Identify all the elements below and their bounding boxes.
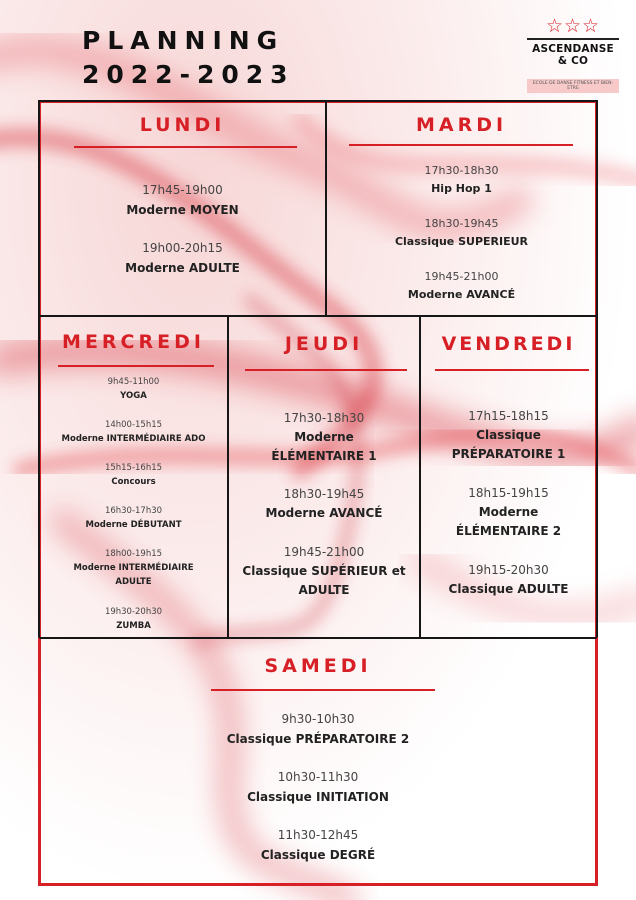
day-box-vendredi xyxy=(419,315,598,639)
class-slot xyxy=(40,767,596,807)
slot-time: 9h30-10h30 xyxy=(281,712,355,726)
slot-time: 19h15-20h30 xyxy=(468,563,549,577)
slot-course: Moderne xyxy=(294,430,354,444)
slot-time: 19h00-20h15 xyxy=(142,241,223,255)
slot-time: 18h30-19h45 xyxy=(283,487,365,501)
slot-course: Classique DEGRÉ xyxy=(260,848,376,862)
title-line-season: 2022-2023 xyxy=(82,60,295,89)
slot-time: 14h00-15h15 xyxy=(104,420,163,430)
day-box-lundi xyxy=(38,100,327,317)
slot-course: Moderne MOYEN xyxy=(126,203,239,217)
class-slot xyxy=(40,461,227,489)
class-slot xyxy=(327,215,596,251)
class-slot xyxy=(421,484,596,541)
slot-time: 19h30-20h30 xyxy=(104,607,163,617)
day-title-vendredi: VENDREDI xyxy=(441,333,576,355)
day-box-mardi xyxy=(325,100,598,317)
slot-course: Concours xyxy=(111,477,156,487)
slot-time: 17h15-18h15 xyxy=(468,409,549,423)
slot-time: 15h15-16h15 xyxy=(104,463,163,473)
slot-time: 17h30-18h30 xyxy=(424,164,499,177)
slot-course: Classique xyxy=(476,428,541,442)
slot-course: Moderne INTERMÉDIAIRE xyxy=(73,563,194,573)
slot-time: 17h45-19h00 xyxy=(142,183,223,197)
class-slot xyxy=(229,543,419,600)
slot-time: 11h30-12h45 xyxy=(277,828,359,842)
slot-course: ADULTE xyxy=(298,583,350,597)
slot-course: Hip Hop 1 xyxy=(431,182,492,195)
day-underline xyxy=(58,365,214,367)
slot-time: 18h15-19h15 xyxy=(468,486,549,500)
slot-course: Moderne AVANCÉ xyxy=(265,506,383,520)
slot-time: 10h30-11h30 xyxy=(277,770,359,784)
slot-course: Moderne DÉBUTANT xyxy=(85,520,182,530)
page-title xyxy=(82,24,295,92)
slot-course: ZUMBA xyxy=(116,621,151,631)
slot-course: YOGA xyxy=(120,391,147,401)
slot-time: 19h45-21h00 xyxy=(283,545,365,559)
school-logo xyxy=(527,16,619,93)
logo-tagline: ECOLE DE DANSE FITNESS ET BIEN-ETRE xyxy=(527,79,619,93)
class-slot xyxy=(40,605,227,633)
day-title-jeudi: JEUDI xyxy=(284,333,364,355)
class-slot xyxy=(229,409,419,466)
class-slot xyxy=(40,825,596,865)
slot-time: 19h45-21h00 xyxy=(424,270,499,283)
day-box-mercredi xyxy=(38,315,229,639)
slot-course: ÉLÉMENTAIRE 2 xyxy=(455,524,562,538)
slot-course: Classique INITIATION xyxy=(247,790,389,804)
class-slot xyxy=(327,162,596,198)
slot-course: Moderne AVANCÉ xyxy=(407,288,516,301)
slot-time: 18h00-19h15 xyxy=(104,549,163,559)
class-slot xyxy=(327,268,596,304)
day-underline xyxy=(435,369,589,371)
day-title-mercredi: MERCREDI xyxy=(62,331,205,353)
slot-course: Moderne xyxy=(478,505,539,519)
day-title-mardi: MARDI xyxy=(415,114,508,136)
logo-divider xyxy=(527,38,619,40)
day-box-jeudi xyxy=(227,315,421,639)
slot-time: 18h30-19h45 xyxy=(424,217,499,230)
slot-time: 16h30-17h30 xyxy=(104,506,163,516)
day-underline xyxy=(74,146,297,148)
logo-brand-name: ASCENDANSE & CO xyxy=(532,43,614,67)
slot-course: Classique SUPERIEUR xyxy=(394,235,529,248)
day-underline xyxy=(211,689,435,691)
slot-time: 9h45-11h00 xyxy=(107,377,160,387)
slot-course: Classique ADULTE xyxy=(448,582,569,596)
title-line-planning: PLANNING xyxy=(82,26,285,55)
class-slot xyxy=(421,561,596,599)
class-slot xyxy=(40,238,325,278)
day-title-samedi: SAMEDI xyxy=(264,655,372,677)
slot-course: Classique PRÉPARATOIRE 2 xyxy=(226,732,410,746)
class-slot xyxy=(40,504,227,532)
slot-course: Moderne INTERMÉDIAIRE ADO xyxy=(61,434,206,444)
slot-course: PRÉPARATOIRE 1 xyxy=(451,447,566,461)
class-slot xyxy=(421,407,596,464)
slot-course: Classique SUPÉRIEUR et xyxy=(242,564,406,578)
day-title-lundi: LUNDI xyxy=(139,114,226,136)
class-slot xyxy=(40,180,325,220)
class-slot xyxy=(40,547,227,589)
stars-icon: ☆☆☆ xyxy=(545,15,601,37)
day-box-samedi xyxy=(38,637,598,886)
class-slot xyxy=(229,485,419,523)
day-underline xyxy=(349,144,573,146)
class-slot xyxy=(40,375,227,403)
slot-course: Moderne ADULTE xyxy=(125,261,240,275)
class-slot xyxy=(40,709,596,749)
slot-course: ÉLÉMENTAIRE 1 xyxy=(271,449,377,463)
slot-course: ADULTE xyxy=(115,577,152,587)
slot-time: 17h30-18h30 xyxy=(283,411,365,425)
day-underline xyxy=(245,369,407,371)
class-slot xyxy=(40,418,227,446)
